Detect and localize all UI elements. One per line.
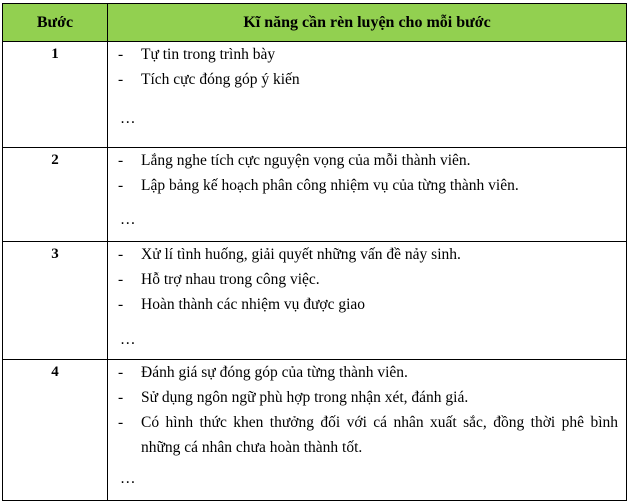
skill-list <box>108 242 618 317</box>
skill-text: Đánh giá sự đóng góp của từng thành viên. <box>141 364 408 381</box>
skill-text: Lắng nghe tích cực nguyện vọng của mỗi thành viên. <box>141 152 471 169</box>
bullet-dash: - <box>118 46 124 63</box>
skill-text: Tự tin trong trình bày <box>141 46 276 63</box>
table-row <box>3 242 627 360</box>
list-item <box>108 292 618 317</box>
skills-table <box>2 3 627 501</box>
step-number: 4 <box>3 360 108 501</box>
list-item <box>108 42 618 67</box>
bullet-dash: - <box>118 71 124 88</box>
bullet-dash: - <box>118 152 124 169</box>
bullet-dash: - <box>118 389 124 406</box>
skill-cell <box>108 148 627 242</box>
list-item <box>108 148 618 173</box>
bullet-dash: - <box>118 271 124 288</box>
skill-list <box>108 42 618 92</box>
list-item <box>108 410 618 460</box>
list-item <box>108 67 618 92</box>
header-skill: Kĩ năng cần rèn luyện cho mỗi bước <box>108 4 627 42</box>
skill-text: Xử lí tình huống, giải quyết những vấn đề nảy sinh. <box>141 246 461 263</box>
bullet-dash: - <box>118 414 124 431</box>
skill-text: Lập bảng kế hoạch phân công nhiệm vụ của từng thành viên. <box>141 177 519 194</box>
bullet-dash: - <box>118 177 124 194</box>
list-item <box>108 242 618 267</box>
list-item <box>108 385 618 410</box>
header-step: Bước <box>3 4 108 42</box>
skill-list <box>108 148 618 198</box>
skill-text: Hoàn thành các nhiệm vụ được giao <box>141 296 366 313</box>
skill-text: Sử dụng ngôn ngữ phù hợp trong nhận xét, đánh giá. <box>141 389 469 406</box>
ellipsis: … <box>120 211 136 228</box>
skill-text: Tích cực đóng góp ý kiến <box>141 71 300 88</box>
skill-text: Có hình thức khen thưởng đối với cá nhân xuất sắc, đồng thời phê bình những cá nhân chưa hoàn thành tốt. <box>141 414 618 456</box>
skill-cell <box>108 242 627 360</box>
list-item <box>108 173 618 198</box>
table-row <box>3 360 627 501</box>
table-row <box>3 148 627 242</box>
ellipsis: … <box>120 470 136 487</box>
ellipsis: … <box>120 331 136 348</box>
skill-cell <box>108 42 627 148</box>
skill-list <box>108 360 618 460</box>
bullet-dash: - <box>118 296 124 313</box>
skill-cell <box>108 360 627 501</box>
step-number: 3 <box>3 242 108 360</box>
bullet-dash: - <box>118 246 124 263</box>
list-item <box>108 360 618 385</box>
list-item <box>108 267 618 292</box>
bullet-dash: - <box>118 364 124 381</box>
step-number: 2 <box>3 148 108 242</box>
ellipsis: … <box>120 110 136 127</box>
step-number: 1 <box>3 42 108 148</box>
skill-text: Hỗ trợ nhau trong công việc. <box>141 271 320 288</box>
table-row <box>3 42 627 148</box>
table-header-row <box>3 4 627 42</box>
